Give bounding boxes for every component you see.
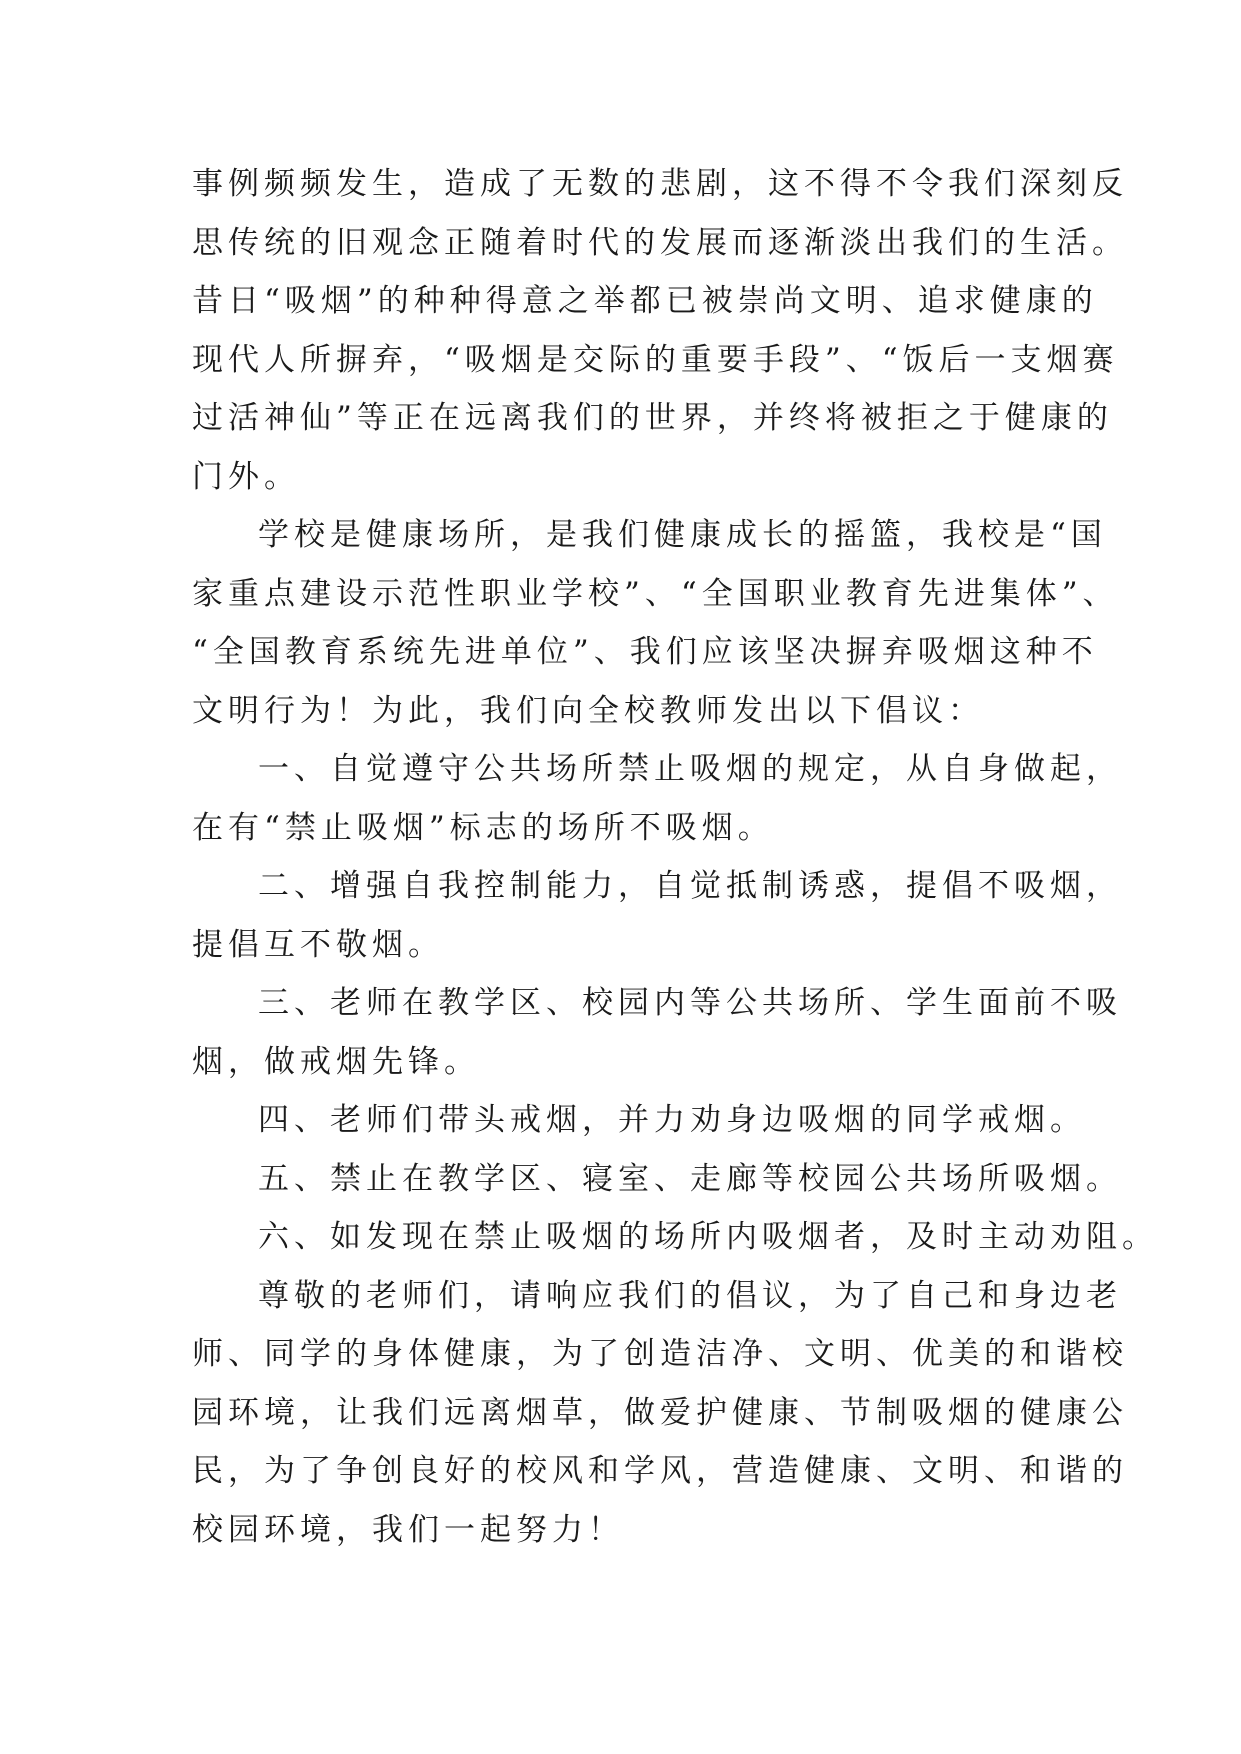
proposal-item-2 (192, 857, 1122, 974)
text-line: 烟，做戒烟先锋。 (192, 1043, 480, 1080)
text-line: 师、同学的身体健康，为了创造洁净、文明、优美的和谐校 (192, 1336, 1128, 1372)
text-line: 提倡互不敬烟。 (192, 926, 444, 963)
paragraph-2 (192, 506, 1119, 740)
text-line: 一、自觉遵守公共场所禁止吸烟的规定，从自身做起， (258, 751, 1122, 787)
text-line: 过活神仙”等正在远离我们的世界，并终将被拒之于健康的 (192, 400, 1113, 436)
document-body (192, 155, 1158, 1559)
text-line: 思传统的旧观念正随着时代的发展而逐渐淡出我们的生活。 (192, 224, 1128, 261)
text-line: 校园环境，我们一起努力！ (192, 1511, 624, 1548)
text-line: 家重点建设示范性职业学校”、“全国职业教育先进集体”、 (192, 575, 1119, 612)
text-line: 现代人所摒弃，“吸烟是交际的重要手段”、“饭后一支烟赛 (192, 341, 1119, 378)
proposal-item-4 (192, 1091, 1086, 1150)
paragraph-1 (192, 155, 1128, 506)
closing-paragraph (192, 1267, 1128, 1560)
text-line: 园环境，让我们远离烟草，做爱护健康、节制吸烟的健康公 (192, 1394, 1128, 1431)
text-line: 四、老师们带头戒烟，并力劝身边吸烟的同学戒烟。 (258, 1102, 1086, 1138)
text-line: 民，为了争创良好的校风和学风，营造健康、文明、和谐的 (192, 1453, 1128, 1489)
text-line: 二、增强自我控制能力，自觉抵制诱惑，提倡不吸烟， (258, 868, 1122, 904)
text-line: “全国教育系统先进单位”、我们应该坚决摒弃吸烟这种不 (192, 634, 1098, 670)
text-line: 尊敬的老师们，请响应我们的倡议，为了自己和身边老 (258, 1277, 1122, 1314)
proposal-item-1 (192, 740, 1122, 857)
text-line: 五、禁止在教学区、寝室、走廊等校园公共场所吸烟。 (258, 1160, 1122, 1197)
proposal-item-5 (192, 1150, 1122, 1209)
text-line: 文明行为！为此，我们向全校教师发出以下倡议： (192, 692, 984, 729)
text-line: 门外。 (192, 458, 300, 495)
text-line: 三、老师在教学区、校园内等公共场所、学生面前不吸 (258, 985, 1122, 1021)
text-line: 事例频频发生，造成了无数的悲剧，这不得不令我们深刻反 (192, 166, 1128, 202)
proposal-item-3 (192, 974, 1122, 1091)
text-line: 六、如发现在禁止吸烟的场所内吸烟者，及时主动劝阻。 (258, 1219, 1158, 1255)
text-line: 在有“禁止吸烟”标志的场所不吸烟。 (192, 809, 774, 846)
text-line: 学校是健康场所，是我们健康成长的摇篮，我校是“国 (258, 517, 1107, 553)
text-line: 昔日“吸烟”的种种得意之举都已被崇尚文明、追求健康的 (192, 283, 1098, 319)
proposal-item-6 (192, 1208, 1158, 1267)
